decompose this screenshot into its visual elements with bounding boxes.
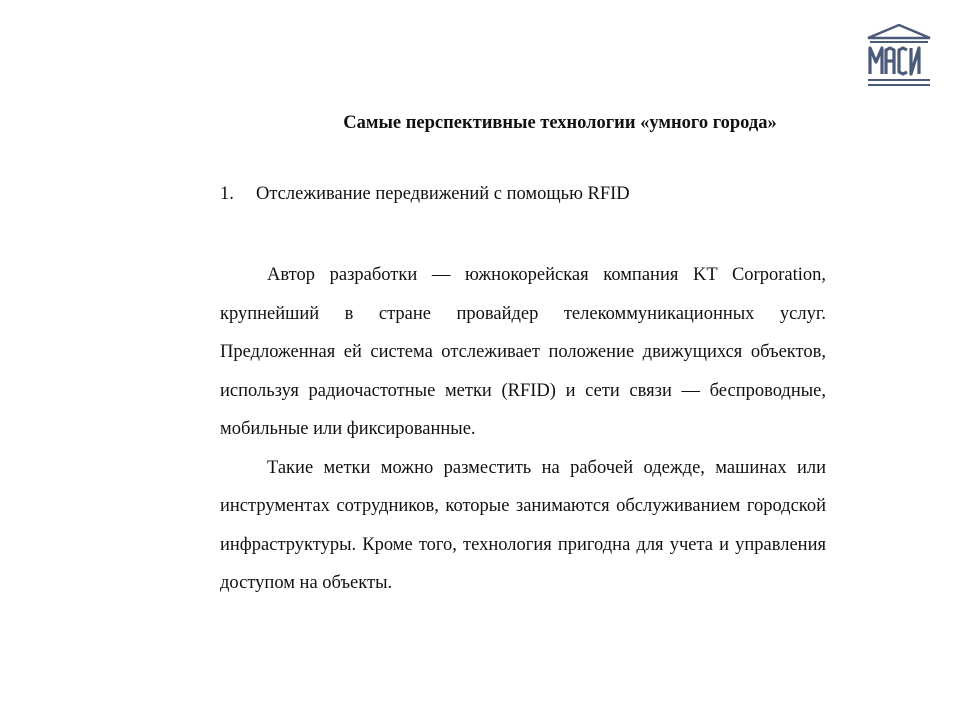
list-item-number: 1. bbox=[220, 184, 234, 204]
list-item bbox=[220, 182, 630, 206]
masi-logo-icon bbox=[866, 24, 932, 88]
masi-logo bbox=[866, 24, 932, 88]
paragraph-1: Автор разработки — южнокорейская компания KT Corporation, крупнейший в стране провайдер телекоммуникационных услуг. Предложенная ей система отслеживает положение движущихся объектов, используя радиочастотные метки (RFID) и сети связи — беспроводные, мобильные или фиксированные. bbox=[220, 265, 826, 439]
paragraph-2: Такие метки можно разместить на рабочей одежде, машинах или инструментах сотрудников, которые занимаются обслуживанием городской инфраструктуры. Кроме того, технология пригодна для учета и управления доступом на объекты. bbox=[220, 457, 826, 593]
body-text bbox=[220, 256, 826, 603]
page-title: Самые перспективные технологии «умного города» bbox=[343, 113, 777, 133]
list-item-text: Отслеживание передвижений с помощью RFID bbox=[256, 184, 630, 204]
